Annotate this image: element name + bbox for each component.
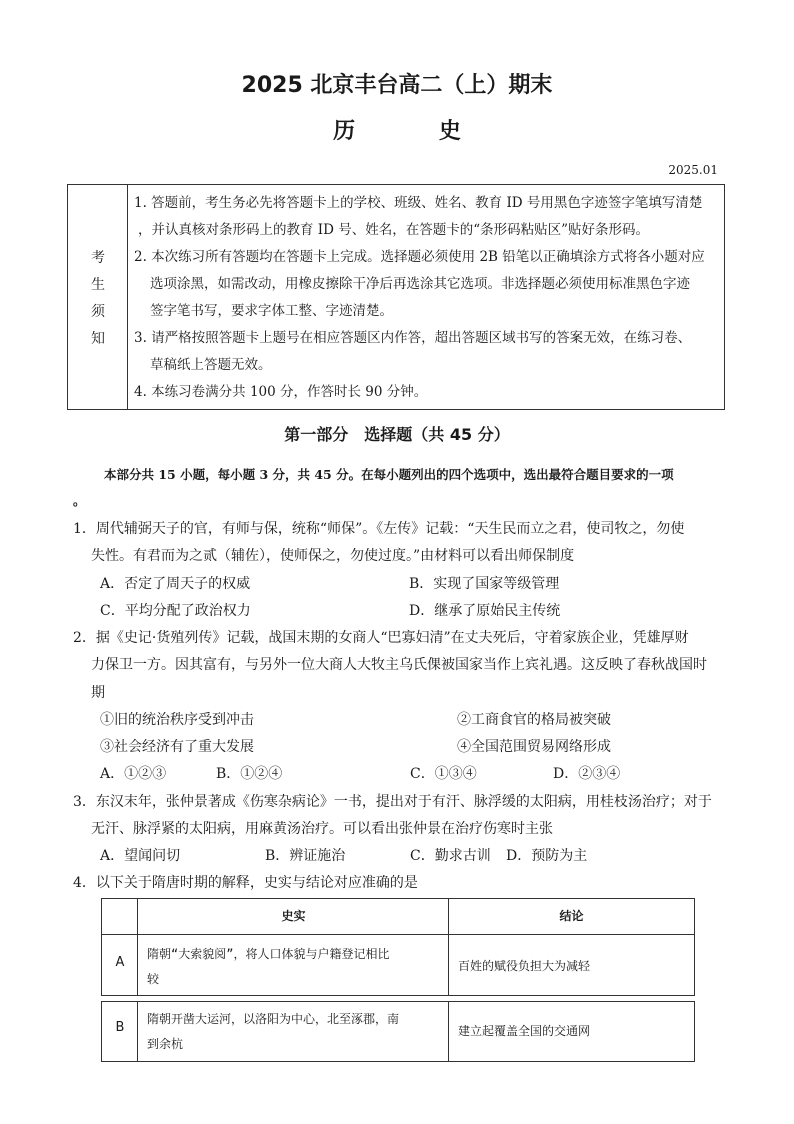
subject-title: 历 史 bbox=[333, 119, 499, 144]
question-2-option-d[interactable]: D．②③④ bbox=[553, 766, 621, 782]
notice-line: 草稿纸上答题无效。 bbox=[150, 357, 272, 373]
question-2-option-c[interactable]: C．①③④ bbox=[410, 766, 477, 782]
table-header-conclusion: 结论 bbox=[559, 909, 584, 923]
section-intro: 本部分共 15 小题，每小题 3 分，共 45 分。在每小题列出的四个选项中，选出最符合题目要求的一项 bbox=[104, 467, 674, 482]
exam-notice-box bbox=[67, 184, 725, 410]
table-cell-fact: 隋朝“大索貌阅”，将人口体貌与户籍登记相比 bbox=[147, 947, 390, 961]
notice-label-char: 生 bbox=[91, 277, 105, 293]
question-4-table-header bbox=[101, 898, 695, 935]
notice-label-char: 须 bbox=[91, 304, 105, 320]
question-2-line: 期 bbox=[91, 685, 105, 701]
table-row-label: A bbox=[115, 955, 125, 970]
table-header-conclusion-cell bbox=[449, 899, 694, 934]
table-row bbox=[101, 1001, 695, 1062]
question-1-option-d[interactable]: D．继承了原始民主传统 bbox=[409, 603, 561, 619]
question-2-option-a[interactable]: A．①②③ bbox=[100, 766, 167, 782]
notice-line: 3. 请严格按照答题卡上题号在相应答题区内作答，超出答题区域书写的答案无效，在练习卷、 bbox=[134, 330, 692, 346]
notice-line: 2. 本次练习所有答题均在答题卡上完成。选择题必须使用 2B 铅笔以正确填涂方式将各小题对应 bbox=[134, 249, 705, 265]
question-3-option-a[interactable]: A．望闻问切 bbox=[100, 848, 181, 864]
notice-label-char: 考 bbox=[91, 250, 105, 266]
table-cell-fact: 隋朝开凿大运河，以洛阳为中心，北至涿郡，南 bbox=[147, 1012, 400, 1026]
question-1-option-b[interactable]: B．实现了国家等级管理 bbox=[409, 576, 560, 592]
question-1-line: 失性。有君而为之贰（辅佐），使师保之，勿使过度。”由材料可以看出师保制度 bbox=[91, 548, 575, 564]
notice-line: 选项涂黑，如需改动，用橡皮擦除干净后再选涂其它选项。非选择题必须使用标准黑色字迹 bbox=[150, 276, 690, 292]
notice-line: 签字笔书写，要求字体工整、字迹清楚。 bbox=[150, 303, 393, 319]
table-row-label: B bbox=[115, 1020, 125, 1035]
question-3-line: 3．东汉末年，张仲景著成《伤寒杂病论》一书，提出对于有汗、脉浮缓的太阳病，用桂枝汤治疗；对于 bbox=[73, 794, 712, 810]
question-2-item: ②工商食官的格局被突破 bbox=[457, 712, 611, 728]
notice-label-cell bbox=[68, 185, 128, 409]
table-cell-conclusion: 建立起覆盖全国的交通网 bbox=[458, 1024, 591, 1038]
table-cell-fact: 较 bbox=[147, 972, 160, 986]
question-1-line: 1．周代辅弼天子的官，有师与保，统称“师保”。《左传》记载：“天生民而立之君，使司牧之，勿使 bbox=[73, 521, 685, 537]
document-title: 2025 北京丰台高二（上）期末 bbox=[241, 73, 553, 98]
table-header-fact-cell bbox=[138, 899, 449, 934]
question-1-option-a[interactable]: A．否定了周天子的权威 bbox=[100, 576, 251, 592]
table-row bbox=[101, 934, 695, 996]
question-2-option-b[interactable]: B．①②④ bbox=[216, 766, 283, 782]
notice-line: 1. 答题前，考生务必先将答题卡上的学校、班级、姓名、教育 ID 号用黑色字迹签字笔填写清楚 bbox=[134, 195, 703, 211]
question-2-item: ④全国范围贸易网络形成 bbox=[457, 739, 611, 755]
section-title: 第一部分 选择题（共 45 分） bbox=[284, 425, 510, 444]
question-2-item: ③社会经济有了重大发展 bbox=[100, 739, 254, 755]
table-cell-fact: 到余杭 bbox=[147, 1037, 184, 1051]
exam-date: 2025.01 bbox=[668, 163, 718, 177]
table-header-fact: 史实 bbox=[281, 909, 306, 923]
question-1-option-c[interactable]: C．平均分配了政治权力 bbox=[100, 603, 251, 619]
notice-line: ，并认真核对条形码上的教育 ID 号、姓名，在答题卡的“条形码粘贴区”贴好条形码。 bbox=[138, 222, 650, 238]
notice-line: 4. 本练习卷满分共 100 分，作答时长 90 分钟。 bbox=[134, 384, 428, 400]
section-intro-end: 。 bbox=[73, 493, 86, 508]
question-3-option-c[interactable]: C．勤求古训 bbox=[410, 848, 491, 864]
table-cell-conclusion: 百姓的赋役负担大为减轻 bbox=[458, 959, 591, 973]
question-3-line: 无汗、脉浮紧的太阳病，用麻黄汤治疗。可以看出张仲景在治疗伤寒时主张 bbox=[91, 821, 553, 837]
question-3-option-b[interactable]: B．辨证施治 bbox=[265, 848, 346, 864]
question-4-stem: 4．以下关于隋唐时期的解释，史实与结论对应准确的是 bbox=[73, 875, 418, 891]
table-header-empty-cell bbox=[102, 899, 138, 934]
question-2-item: ①旧的统治秩序受到冲击 bbox=[100, 712, 254, 728]
notice-label-char: 知 bbox=[91, 331, 105, 347]
question-2-line: 2．据《史记·货殖列传》记载，战国末期的女商人“巴寡妇清”在丈夫死后，守着家族企业，凭雄厚财 bbox=[73, 630, 689, 646]
question-3-option-d[interactable]: D．预防为主 bbox=[506, 848, 588, 864]
question-2-line: 力保卫一方。因其富有，与另外一位大商人大牧主乌氏倮被国家当作上宾礼遇。这反映了春秋战国时 bbox=[91, 657, 707, 673]
